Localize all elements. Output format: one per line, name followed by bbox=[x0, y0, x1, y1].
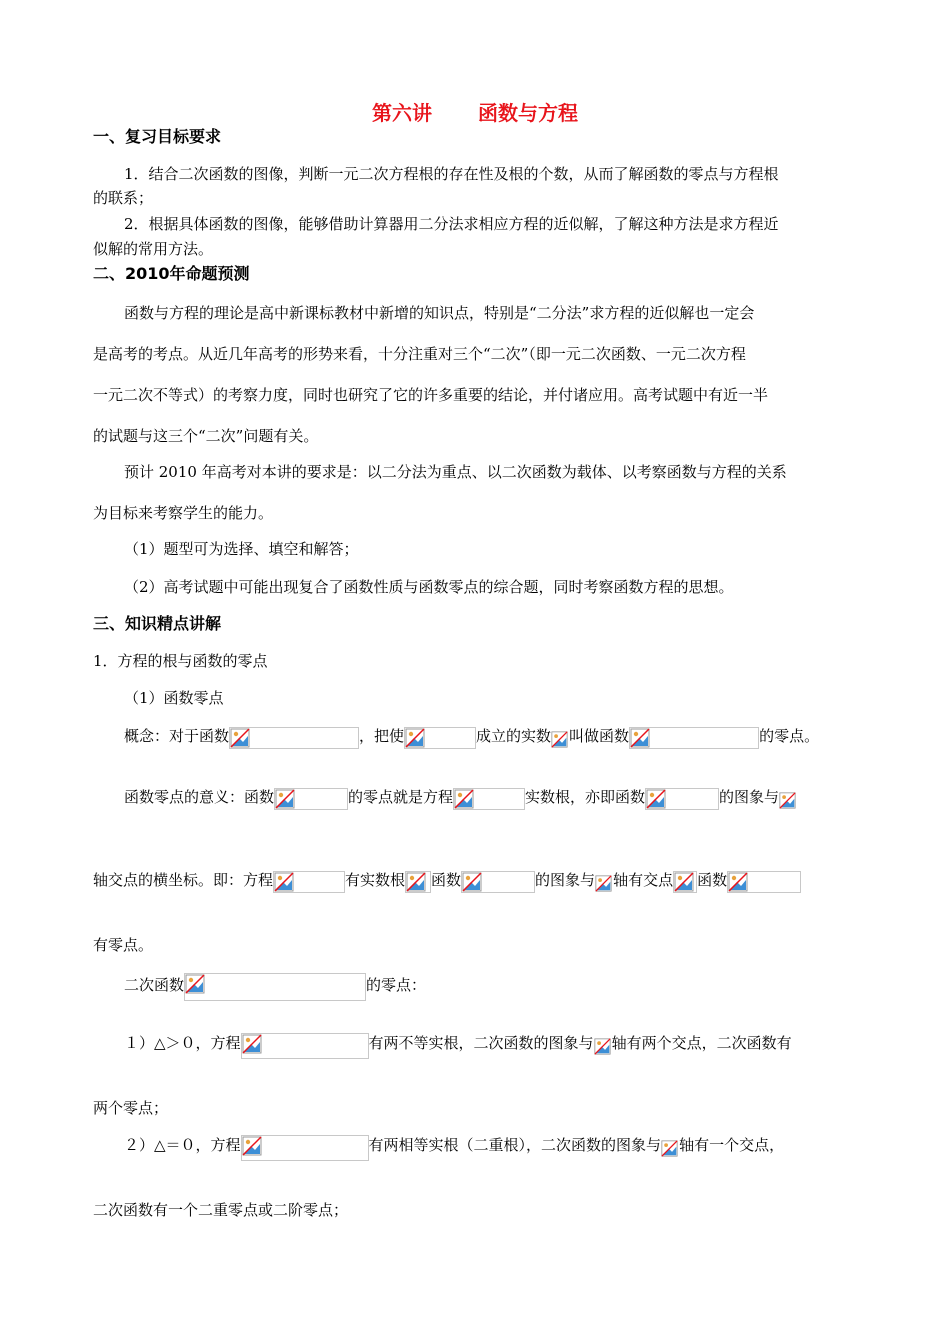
broken-image-icon bbox=[185, 974, 205, 994]
formula-image bbox=[629, 727, 759, 749]
formula-image bbox=[453, 788, 525, 810]
case-1-line bbox=[124, 1033, 792, 1059]
quad-text-1: 二次函数 bbox=[124, 976, 185, 994]
meaning-text-3: 实数根，亦即函数 bbox=[525, 788, 646, 806]
axis-text-6: 函数 bbox=[697, 871, 728, 889]
section-1-heading: 一、复习目标要求 bbox=[93, 127, 222, 146]
page-title bbox=[0, 100, 950, 126]
section-2-p1-line4: 的试题与这三个“二次”问题有关。 bbox=[93, 427, 319, 445]
broken-image-icon bbox=[779, 792, 796, 809]
broken-image-icon bbox=[275, 789, 295, 809]
formula-image bbox=[229, 727, 359, 749]
has-zero-text: 有零点。 bbox=[93, 936, 154, 954]
meaning-text-2: 的零点就是方程 bbox=[348, 788, 454, 806]
formula-image bbox=[595, 875, 613, 893]
broken-image-icon bbox=[630, 728, 650, 748]
broken-image-icon bbox=[406, 872, 426, 892]
broken-image-icon bbox=[242, 1034, 262, 1054]
axis-text-5: 轴有交点 bbox=[613, 871, 674, 889]
broken-image-icon bbox=[274, 872, 294, 892]
case-2-line bbox=[124, 1135, 784, 1161]
section-3-sub-1-1: （1）函数零点 bbox=[124, 689, 224, 707]
section-1-p2-line1: 2．根据具体函数的图像，能够借助计算器用二分法求相应方程的近似解，了解这种方法是求方程近 bbox=[124, 215, 779, 233]
formula-image bbox=[594, 1038, 612, 1056]
section-2-item-1: （1）题型可为选择、填空和解答； bbox=[124, 540, 359, 558]
concept-text-1: 概念：对于函数 bbox=[124, 727, 230, 745]
formula-image bbox=[779, 792, 797, 810]
broken-image-icon bbox=[242, 1136, 262, 1156]
quad-line bbox=[124, 973, 426, 1001]
section-2-heading: 二、2010年命题预测 bbox=[93, 264, 250, 283]
formula-image bbox=[673, 871, 697, 893]
section-1-p2-line2: 似解的常用方法。 bbox=[93, 240, 214, 258]
formula-image bbox=[405, 871, 431, 893]
broken-image-icon bbox=[454, 789, 474, 809]
formula-image bbox=[461, 871, 535, 893]
formula-image bbox=[645, 788, 719, 810]
axis-text-3: 函数 bbox=[431, 871, 462, 889]
section-1-p1-line1: 1．结合二次函数的图像，判断一元二次方程根的存在性及根的个数，从而了解函数的零点与方程根 bbox=[124, 165, 779, 183]
broken-image-icon bbox=[405, 728, 425, 748]
broken-image-icon bbox=[661, 1140, 678, 1157]
case-1-text-3: 轴有两个交点，二次函数有 bbox=[611, 1034, 792, 1052]
section-2-p1-line3: 一元二次不等式）的考察力度，同时也研究了它的许多重要的结论，并付诸应用。高考试题中有近一半 bbox=[93, 386, 769, 404]
meaning-line bbox=[124, 787, 797, 810]
meaning-text-1: 函数零点的意义：函数 bbox=[124, 788, 275, 806]
broken-image-icon bbox=[595, 875, 612, 892]
broken-image-icon bbox=[674, 872, 694, 892]
section-3-sub-1: 1．方程的根与函数的零点 bbox=[93, 652, 268, 670]
case-2-text-2: 有两相等实根（二重根），二次函数的图象与 bbox=[368, 1136, 662, 1154]
case-1-continued: 两个零点； bbox=[93, 1099, 169, 1117]
broken-image-icon bbox=[594, 1038, 611, 1055]
broken-image-icon bbox=[646, 789, 666, 809]
section-2-p1-line1: 函数与方程的理论是高中新课标教材中新增的知识点，特别是“二分法”求方程的近似解也一定会 bbox=[124, 304, 755, 322]
broken-image-icon bbox=[551, 731, 568, 748]
section-2-p1-line2: 是高考的考点。从近几年高考的形势来看，十分注重对三个“二次”（即一元二次函数、一元二次方程 bbox=[93, 345, 746, 363]
case-2-text-3: 轴有一个交点， bbox=[679, 1136, 785, 1154]
axis-text-2: 有实数根 bbox=[345, 871, 406, 889]
case-2-continued: 二次函数有一个二重零点或二阶零点； bbox=[93, 1201, 349, 1219]
concept-text-2: ，把使 bbox=[359, 727, 405, 745]
axis-text-1: 轴交点的横坐标。即：方程 bbox=[93, 871, 274, 889]
section-3-heading: 三、知识精点讲解 bbox=[93, 614, 222, 633]
broken-image-icon bbox=[230, 728, 250, 748]
case-1-text-1: １）△＞０，方程 bbox=[124, 1034, 241, 1052]
formula-image bbox=[241, 1135, 369, 1161]
concept-text-4: 叫做函数 bbox=[569, 727, 630, 745]
axis-line bbox=[93, 870, 801, 893]
case-2-text-1: ２）△＝０，方程 bbox=[124, 1136, 241, 1154]
formula-image bbox=[404, 727, 476, 749]
formula-image bbox=[274, 788, 348, 810]
broken-image-icon bbox=[462, 872, 482, 892]
title-part-1: 第六讲 bbox=[372, 101, 432, 125]
section-2-item-2: （2）高考试题中可能出现复合了函数性质与函数零点的综合题，同时考察函数方程的思想。 bbox=[124, 578, 734, 596]
concept-text-3: 成立的实数 bbox=[476, 727, 552, 745]
formula-image bbox=[551, 731, 569, 749]
formula-image bbox=[184, 973, 366, 1001]
formula-image bbox=[661, 1140, 679, 1158]
section-1-p1-line2: 的联系； bbox=[93, 189, 154, 207]
broken-image-icon bbox=[728, 872, 748, 892]
section-2-p2-line2: 为目标来考察学生的能力。 bbox=[93, 504, 274, 522]
formula-image bbox=[727, 871, 801, 893]
meaning-text-4: 的图象与 bbox=[719, 788, 780, 806]
formula-image bbox=[241, 1033, 369, 1059]
case-1-text-2: 有两不等实根，二次函数的图象与 bbox=[368, 1034, 594, 1052]
quad-text-2: 的零点： bbox=[366, 976, 427, 994]
axis-text-4: 的图象与 bbox=[535, 871, 596, 889]
concept-line bbox=[124, 726, 819, 749]
section-2-p2-line1: 预计 2010 年高考对本讲的要求是：以二分法为重点、以二次函数为载体、以考察函数与方程的关系 bbox=[124, 463, 787, 481]
formula-image bbox=[273, 871, 345, 893]
concept-text-5: 的零点。 bbox=[759, 727, 820, 745]
title-part-2: 函数与方程 bbox=[478, 101, 578, 125]
